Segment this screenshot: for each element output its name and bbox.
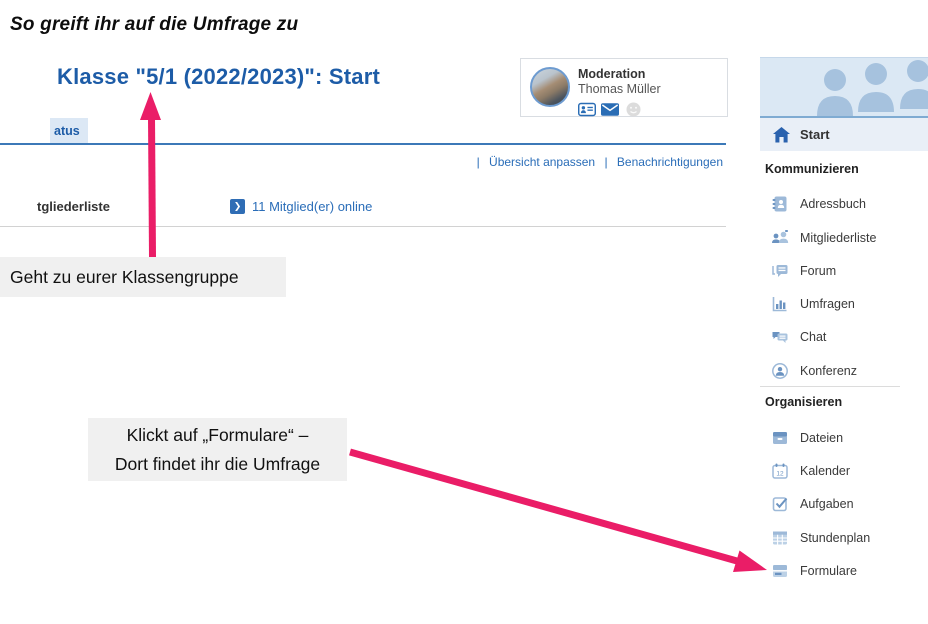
forum-icon <box>771 262 789 280</box>
conference-icon <box>771 362 789 380</box>
link-customize-overview[interactable]: Übersicht anpassen <box>489 155 596 169</box>
tab-status-label: atus <box>54 123 80 138</box>
sidebar-item-label: Start <box>800 127 830 142</box>
files-icon <box>771 429 789 447</box>
sidebar-item-label: Umfragen <box>800 297 855 311</box>
chat-icon <box>771 328 789 346</box>
home-icon <box>772 126 790 144</box>
moderator-card <box>520 58 728 117</box>
forms-icon <box>771 562 789 580</box>
content-divider <box>0 226 726 227</box>
sidebar-item-umfragen[interactable] <box>771 294 855 314</box>
annotation-klassengruppe: Geht zu eurer Klassengruppe <box>0 257 286 297</box>
member-list-icon <box>771 229 789 247</box>
group-banner <box>760 57 928 118</box>
member-list-label[interactable]: tgliederliste <box>37 199 110 214</box>
sidebar-item-adressbuch[interactable] <box>771 194 866 214</box>
sidebar-item-label: Stundenplan <box>800 531 871 545</box>
sidebar-item-label: Kalender <box>800 464 851 478</box>
header-links <box>0 155 723 169</box>
avatar <box>530 67 570 107</box>
contact-card-icon[interactable] <box>578 100 596 118</box>
sidebar-item-forum[interactable] <box>771 261 836 281</box>
sidebar-item-aufgaben[interactable] <box>771 494 854 514</box>
sidebar-item-konferenz[interactable] <box>771 361 857 381</box>
calendar-number: 12 <box>776 470 784 478</box>
mail-icon[interactable] <box>601 100 619 118</box>
sidebar-item-label: Dateien <box>800 431 844 445</box>
moderator-role: Moderation <box>578 67 646 81</box>
sidebar-item-label: Mitgliederliste <box>800 231 877 245</box>
sidebar-section-kommunizieren: Kommunizieren <box>765 162 859 176</box>
members-row <box>37 199 372 214</box>
tasks-icon <box>771 495 789 513</box>
sidebar-item-label: Forum <box>800 264 837 278</box>
sidebar-item-chat[interactable] <box>771 327 826 347</box>
timetable-icon <box>771 529 789 547</box>
sidebar-item-label: Chat <box>800 330 827 344</box>
sidebar-item-label: Konferenz <box>800 364 857 378</box>
sidebar-item-label: Formulare <box>800 564 857 578</box>
sidebar-item-label: Aufgaben <box>800 497 854 511</box>
sidebar <box>760 0 928 624</box>
chevron-badge-icon[interactable]: ❯ <box>230 199 245 214</box>
page-title: Klasse "5/1 (2022/2023)": Start <box>57 64 381 89</box>
tab-status[interactable] <box>50 118 88 143</box>
annotation-formulare-line1: Klickt auf „Formulare“ – <box>126 424 309 445</box>
sidebar-item-mitgliederliste[interactable] <box>771 228 876 248</box>
arrow-to-heading <box>140 92 161 257</box>
tutorial-title: So greift ihr auf die Umfrage zu <box>10 14 299 35</box>
sidebar-item-start[interactable] <box>760 118 928 151</box>
link-notifications[interactable]: Benachrichtigungen <box>616 155 723 169</box>
links-separator: | <box>604 155 608 169</box>
sidebar-divider <box>760 386 900 387</box>
calendar-icon <box>771 462 789 480</box>
poll-chart-icon <box>771 295 789 313</box>
moderator-name: Thomas Müller <box>578 82 661 96</box>
group-people-icon <box>790 60 928 116</box>
address-book-icon <box>771 195 789 213</box>
sidebar-item-formulare[interactable] <box>771 561 857 581</box>
arrow-to-formulare <box>350 452 767 572</box>
smiley-icon[interactable] <box>624 100 642 118</box>
members-online-link[interactable]: 11 Mitglied(er) online <box>251 199 373 214</box>
sidebar-item-dateien[interactable] <box>771 428 843 448</box>
sidebar-item-label: Adressbuch <box>800 197 867 211</box>
sidebar-item-kalender[interactable] <box>771 461 850 481</box>
annotation-formulare <box>88 418 347 481</box>
sidebar-section-organisieren: Organisieren <box>765 395 843 409</box>
sidebar-item-stundenplan[interactable] <box>771 528 870 548</box>
annotation-formulare-line2: Dort findet ihr die Umfrage <box>114 453 321 474</box>
tab-underline <box>0 143 726 145</box>
links-separator: | <box>476 155 480 169</box>
